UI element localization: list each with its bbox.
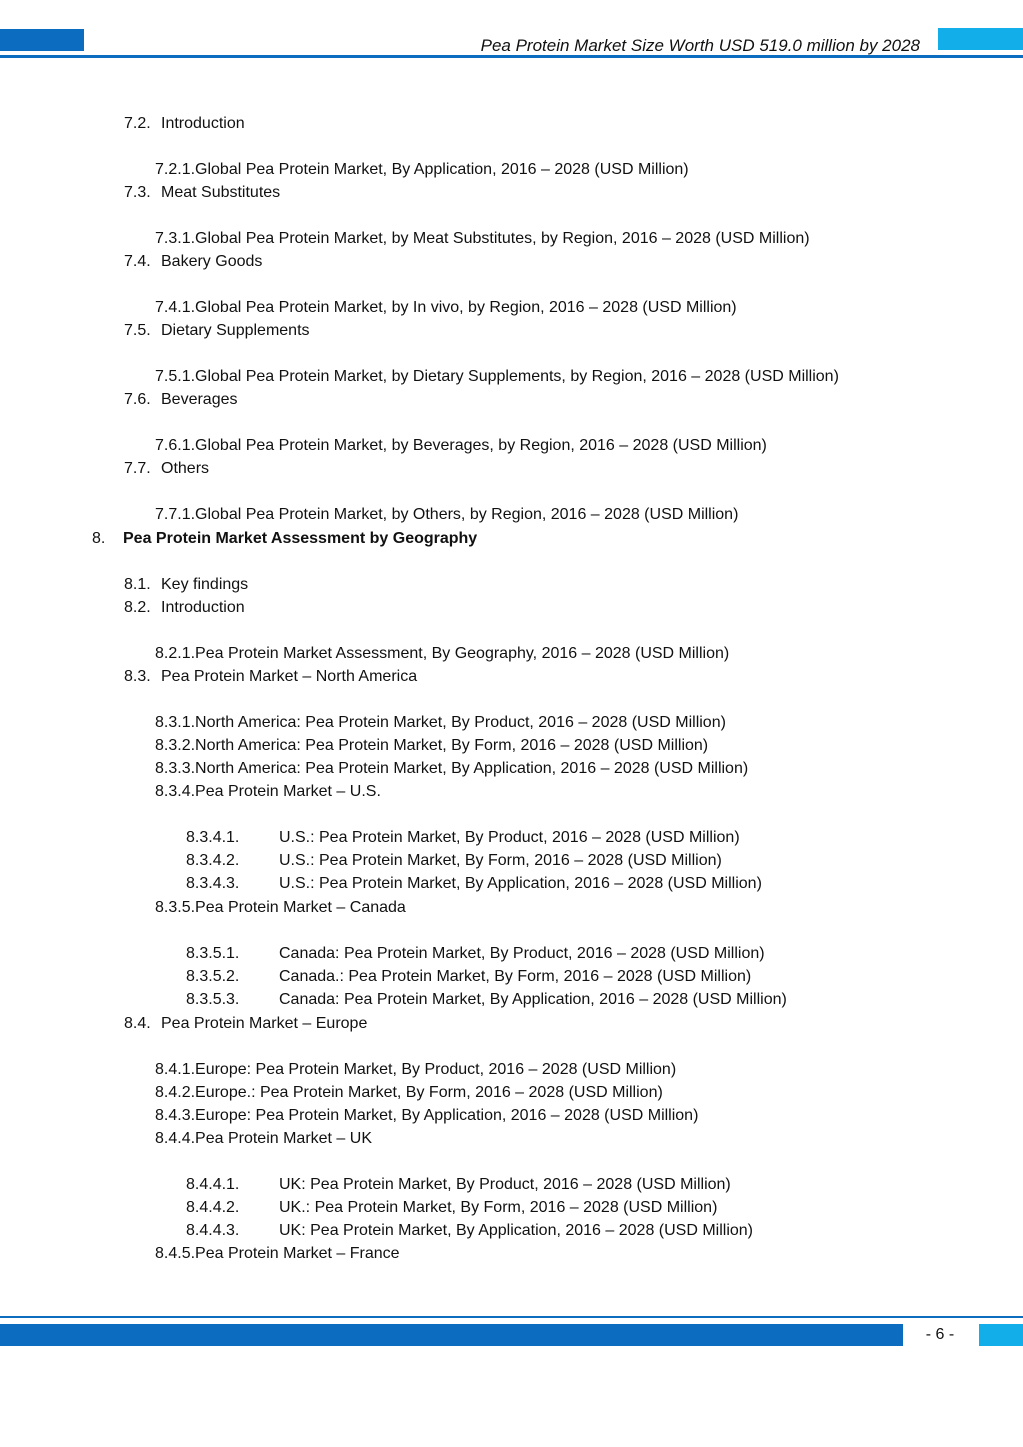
toc-entry-text: North America: Pea Protein Market, By Product, 2016 – 2028 (USD Million) xyxy=(195,714,726,731)
toc-entry-text: Introduction xyxy=(161,115,245,132)
toc-entry xyxy=(186,944,765,964)
toc-entry xyxy=(155,1244,400,1264)
toc-entry-text: Canada: Pea Protein Market, By Product, 2016 – 2028 (USD Million) xyxy=(279,945,765,962)
toc-entry-number: 7.4.1. xyxy=(155,299,196,316)
toc-entry-number: 8.4.2. xyxy=(155,1084,196,1101)
toc-entry-text: Meat Substitutes xyxy=(161,184,281,201)
toc-entry-text: Pea Protein Market – U.S. xyxy=(195,783,381,800)
toc-entry-number: 7.2.1. xyxy=(155,161,196,178)
toc-entry-number: 8.3.3. xyxy=(155,760,196,777)
toc-entry-text: Pea Protein Market – North America xyxy=(161,668,418,685)
toc-entry xyxy=(155,1129,372,1149)
toc-entry-number: 8.4.3. xyxy=(155,1107,196,1124)
toc-entry xyxy=(92,529,477,549)
toc-entry xyxy=(124,575,248,595)
toc-entry-number: 7.4. xyxy=(124,253,151,270)
toc-entry-text: Pea Protein Market – UK xyxy=(195,1130,372,1147)
toc-entry-number: 8.1. xyxy=(124,576,151,593)
toc-entry-number: 8.3.4. xyxy=(155,783,196,800)
toc-entry-text: Europe: Pea Protein Market, By Application, 2016 – 2028 (USD Million) xyxy=(195,1107,699,1124)
toc-entry-text: Dietary Supplements xyxy=(161,322,310,339)
toc-entry-number: 8.4.4.1. xyxy=(186,1176,240,1193)
toc-entry-number: 8.3.2. xyxy=(155,737,196,754)
footer-right-bar xyxy=(979,1324,1023,1346)
toc-entry-number: 7.7. xyxy=(124,460,151,477)
toc-entry-number: 8.3.1. xyxy=(155,714,196,731)
toc-entry xyxy=(155,736,708,756)
toc-entry xyxy=(124,114,245,134)
toc-entry-text: North America: Pea Protein Market, By Form, 2016 – 2028 (USD Million) xyxy=(195,737,709,754)
toc-entry xyxy=(155,1060,676,1080)
toc-entry-text: Global Pea Protein Market, By Application, 2016 – 2028 (USD Million) xyxy=(195,161,689,178)
toc-entry-text: U.S.: Pea Protein Market, By Application, 2016 – 2028 (USD Million) xyxy=(279,875,762,892)
toc-entry-text: Canada: Pea Protein Market, By Application, 2016 – 2028 (USD Million) xyxy=(279,991,787,1008)
toc-entry xyxy=(155,1083,663,1103)
toc-entry-number: 8.4. xyxy=(124,1015,151,1032)
toc-entry-number: 8.3.4.1. xyxy=(186,829,240,846)
toc-entry xyxy=(124,598,245,618)
toc-entry-text: Beverages xyxy=(161,391,238,408)
header-right-bar xyxy=(938,28,1023,50)
toc-entry xyxy=(155,713,726,733)
toc-entry xyxy=(155,298,737,318)
toc-entry-number: 8.4.4.2. xyxy=(186,1199,240,1216)
toc-entry xyxy=(186,1198,717,1218)
page-number: - 6 - xyxy=(925,1326,955,1343)
toc-entry xyxy=(155,1106,698,1126)
footer-bar xyxy=(0,1324,903,1346)
toc-entry xyxy=(186,851,722,871)
toc-entry-number: 8.4.4.3. xyxy=(186,1222,240,1239)
toc-entry xyxy=(124,183,280,203)
toc-entry-number: 8.3.5.1. xyxy=(186,945,240,962)
toc-entry xyxy=(186,1175,731,1195)
toc-entry-text: U.S.: Pea Protein Market, By Form, 2016 – 2028 (USD Million) xyxy=(279,852,722,869)
toc-entry-number: 7.2. xyxy=(124,115,151,132)
toc-entry-number: 7.5.1. xyxy=(155,368,196,385)
toc-entry xyxy=(155,898,406,918)
toc-entry xyxy=(155,782,381,802)
toc-entry-number: 8.4.4. xyxy=(155,1130,196,1147)
toc-entry xyxy=(155,644,729,664)
toc-entry-text: Others xyxy=(161,460,210,477)
toc-entry xyxy=(155,759,748,779)
toc-entry-number: 8.3.5.3. xyxy=(186,991,240,1008)
toc-entry-number: 8.4.1. xyxy=(155,1061,196,1078)
toc-entry-text: Canada.: Pea Protein Market, By Form, 2016 – 2028 (USD Million) xyxy=(279,968,752,985)
toc-entry-text: UK: Pea Protein Market, By Product, 2016 – 2028 (USD Million) xyxy=(279,1176,731,1193)
toc-entry xyxy=(155,436,767,456)
toc-entry-text: UK: Pea Protein Market, By Application, 2016 – 2028 (USD Million) xyxy=(279,1222,754,1239)
toc-entry-text: Pea Protein Market – Europe xyxy=(161,1015,368,1032)
toc-entry xyxy=(124,459,209,479)
toc-entry xyxy=(124,1014,367,1034)
toc-entry-number: 8.2.1. xyxy=(155,645,196,662)
toc-entry xyxy=(155,367,839,387)
toc-entry-number: 7.7.1. xyxy=(155,506,196,523)
toc-entry-text: Europe.: Pea Protein Market, By Form, 2016 – 2028 (USD Million) xyxy=(195,1084,663,1101)
toc-entry-number: 7.3.1. xyxy=(155,230,196,247)
toc-entry-number: 8.3. xyxy=(124,668,151,685)
toc-entry xyxy=(155,505,738,525)
toc-entry-text: Global Pea Protein Market, by In vivo, by Region, 2016 – 2028 (USD Million) xyxy=(195,299,737,316)
toc-entry-text: Global Pea Protein Market, by Meat Substitutes, by Region, 2016 – 2028 (USD Million) xyxy=(195,230,810,247)
toc-entry-text: Global Pea Protein Market, by Beverages, by Region, 2016 – 2028 (USD Million) xyxy=(195,437,767,454)
toc-entry-number: 8.3.5. xyxy=(155,899,196,916)
toc-entry-text: Bakery Goods xyxy=(161,253,263,270)
toc-entry-text: Key findings xyxy=(161,576,249,593)
toc-entry xyxy=(124,390,238,410)
toc-entry-text: Global Pea Protein Market, by Dietary Supplements, by Region, 2016 – 2028 (USD Million) xyxy=(195,368,839,385)
toc-entry-text: Introduction xyxy=(161,599,245,616)
toc-entry-number: 7.3. xyxy=(124,184,151,201)
toc-entry-number: 8.2. xyxy=(124,599,151,616)
toc-entry-text: Europe: Pea Protein Market, By Product, 2016 – 2028 (USD Million) xyxy=(195,1061,677,1078)
toc-entry xyxy=(186,967,751,987)
toc-entry-number: 8.4.5. xyxy=(155,1245,196,1262)
toc-entry xyxy=(124,252,262,272)
toc-entry-text: U.S.: Pea Protein Market, By Product, 2016 – 2028 (USD Million) xyxy=(279,829,740,846)
header-left-bar xyxy=(0,29,84,51)
toc-entry xyxy=(186,874,762,894)
footer-rule xyxy=(0,1316,1023,1318)
toc-entry xyxy=(124,321,310,341)
toc-entry-text: Pea Protein Market Assessment, By Geography, 2016 – 2028 (USD Million) xyxy=(195,645,730,662)
page-header-title: Pea Protein Market Size Worth USD 519.0 million by 2028 xyxy=(480,36,920,55)
toc-entry-text: North America: Pea Protein Market, By Application, 2016 – 2028 (USD Million) xyxy=(195,760,749,777)
toc-entry xyxy=(186,828,740,848)
toc-entry-number: 7.5. xyxy=(124,322,151,339)
toc-entry-number: 7.6.1. xyxy=(155,437,196,454)
toc-entry-number: 7.6. xyxy=(124,391,151,408)
toc-entry-text: UK.: Pea Protein Market, By Form, 2016 – 2028 (USD Million) xyxy=(279,1199,718,1216)
toc-entry-number: 8.3.4.2. xyxy=(186,852,240,869)
toc-entry-text: Pea Protein Market Assessment by Geography xyxy=(123,530,478,547)
toc-entry-number: 8.3.4.3. xyxy=(186,875,240,892)
toc-entry-number: 8.3.5.2. xyxy=(186,968,240,985)
toc-entry xyxy=(155,229,810,249)
toc-entry xyxy=(124,667,417,687)
toc-entry-text: Pea Protein Market – Canada xyxy=(195,899,406,916)
toc-entry xyxy=(155,160,689,180)
toc-entry xyxy=(186,990,787,1010)
toc-entry-text: Pea Protein Market – France xyxy=(195,1245,400,1262)
toc-entry xyxy=(186,1221,753,1241)
toc-entry-text: Global Pea Protein Market, by Others, by Region, 2016 – 2028 (USD Million) xyxy=(195,506,739,523)
toc-entry-number: 8. xyxy=(92,530,106,547)
